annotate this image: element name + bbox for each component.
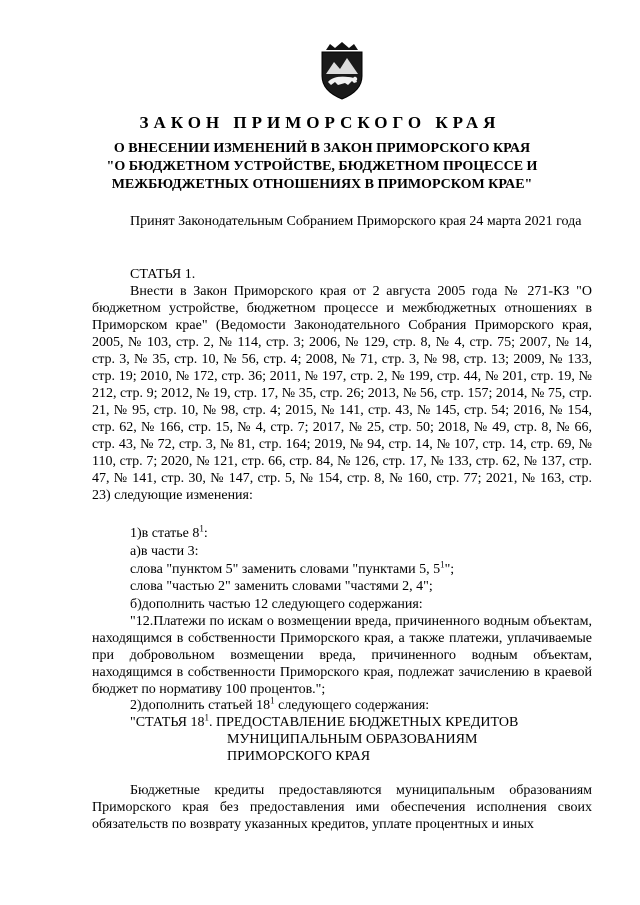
subtitle-line: МЕЖБЮДЖЕТНЫХ ОТНОШЕНИЯХ В ПРИМОРСКОМ КРАЕ": [111, 177, 533, 192]
sub-item-a: а)в части 3:: [130, 544, 199, 559]
part-12-text: "12.Платежи по искам о возмещении вреда, причиненного водным объектам, находящимся в собственности Приморского края, а также платежи, уплачиваемые при добровольном возмещении вреда, причиненного водным объектам, находящимся в собственности Приморского края, подлежат зачислению в краевой бюджет по нормативу 100 процентов.";: [92, 614, 592, 697]
article-18-1-heading: "СТАТЬЯ $18^1$. ПРЕДОСТАВЛЕНИЕ БЮДЖЕТНЫХ КРЕДИТОВ МУНИЦИПАЛЬНЫМ ОБРАЗОВАНИЯМ ПРИМОРСКОГО КРАЯ: [130, 712, 519, 764]
subtitle-line: О ВНЕСЕНИИ ИЗМЕНЕНИЙ В ЗАКОН ПРИМОРСКОГО КРАЯ: [113, 141, 531, 156]
words-replacement-2: слова "частью 2" заменить словами "частями 2, 4";: [130, 579, 433, 594]
item-1: 1)в статье $8^1$:: [130, 523, 208, 541]
words-replacement-1: слова "пунктом 5" заменить словами "пунктами 5, $5^1$";: [130, 559, 455, 577]
adoption-note: Принят Законодательным Собранием Приморского края 24 марта 2021 года: [130, 214, 582, 229]
subtitle-line: "О БЮДЖЕТНОМ УСТРОЙСТВЕ, БЮДЖЕТНОМ ПРОЦЕССЕ И: [106, 159, 538, 174]
sub-item-b: б)дополнить частью 12 следующего содержания:: [130, 597, 423, 612]
law-subtitle: [92, 140, 552, 194]
article-18-1-text: Бюджетные кредиты предоставляются муниципальным образованиям Приморского края без предоставления ими обеспечения исполнения своих обязательств по возврату указанных кредитов, уплате процентных и иных: [92, 783, 592, 832]
item-2: 2)дополнить статьей $18^1$ следующего содержания:: [130, 695, 430, 713]
law-title: ЗАКОН ПРИМОРСКОГО КРАЯ: [139, 113, 501, 132]
coat-of-arms-icon: [318, 42, 366, 100]
article-1-intro: Внести в Закон Приморского края от 2 августа 2005 года № 271-КЗ "О бюджетном устройстве, бюджетном процессе и межбюджетных отношениях в Приморском крае" (Ведомости Законодательного Собрания Приморского края, 2005, № 103, стр. 2, № 114, стр. 3; 2006, № 129, стр. 8, № 4, стр. 75; 2007, № 14, стр. 3, № 35, стр. 10, № 56, стр. 4; 2008, № 71, стр. 3, № 98, стр. 13; 2009, № 133, стр. 19; 2010, № 172, стр. 36; 2011, № 197, стр. 2, № 199, стр. 44, № 201, стр. 19, № 212, стр. 9; 2012, № 19, стр. 17, № 35, стр. 26; 2013, № 56, стр. 157; 2014, № 75, стр. 21, № 95, стр. 10, № 98, стр. 4; 2015, № 141, стр. 43, № 145, стр. 54; 2016, № 154, стр. 62, № 166, стр. 15, № 4, стр. 7; 2017, № 25, стр. 50; 2018, № 49, стр. 8, № 66, стр. 43, № 72, стр. 3, № 81, стр. 164; 2019, № 94, стр. 14, № 107, стр. 14, стр. 69, № 110, стр. 7; 2020, № 121, стр. 66, стр. 84, № 126, стр. 17, № 133, стр. 62, № 137, стр. 47, № 141, стр. 30, № 147, стр. 5, № 154, стр. 8, № 160, стр. 77; 2021, № 163, стр. 23) следующие изменения:: [92, 284, 592, 503]
article-1-label: СТАТЬЯ 1.: [130, 267, 196, 282]
